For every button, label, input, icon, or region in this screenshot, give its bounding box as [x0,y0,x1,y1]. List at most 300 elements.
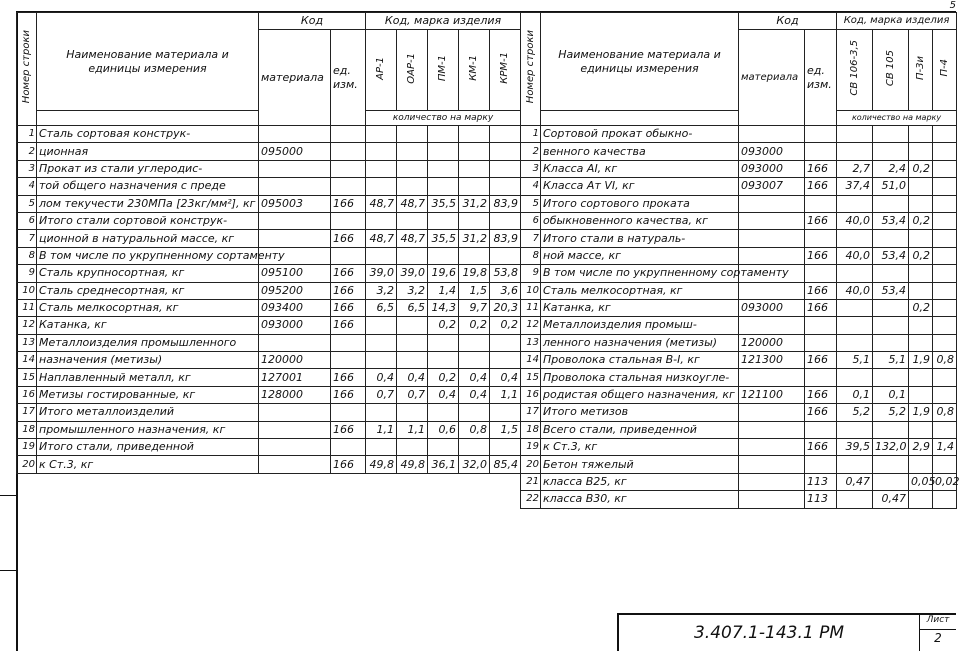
quantity-cell [428,247,459,264]
quantity-cell [909,317,933,334]
material-code: 093000 [739,299,805,316]
quantity-cell: 35,5 [428,195,459,212]
unit-code [331,126,366,143]
quantity-cell: 49,8 [366,456,397,473]
material-name: Итого метизов [541,404,739,421]
quantity-cell: 0,2 [490,317,521,334]
material-code: 093007 [739,178,805,195]
quantity-cell [909,282,933,299]
quantity-cell: 0,7 [366,386,397,403]
unit-header: ед. изм. [331,30,366,126]
quantity-cell [459,126,490,143]
material-header: материала [739,30,805,126]
table-row [17,456,521,473]
material-name: Наплавленный металл, кг [37,369,259,386]
quantity-cell [933,143,957,160]
quantity-cell [933,491,957,508]
quantity-cell: 3,2 [366,282,397,299]
quantity-cell [490,247,521,264]
material-name: Сталь мелкосортная, кг [37,299,259,316]
name-header: Наименование материала и единицы измерения [37,13,259,111]
quantity-cell [909,421,933,438]
quantity-cell: 0,47 [837,473,873,490]
row-number: 12 [17,317,37,334]
unit-code: 166 [331,456,366,473]
table-row [17,386,521,403]
material-name: ной массе, кг [541,247,739,264]
material-code [739,212,805,229]
material-name: Бетон тяжелый [541,456,739,473]
row-number: 20 [17,456,37,473]
material-code: 120000 [739,334,805,351]
material-name: Класса Ат VI, кг [541,178,739,195]
row-number: 11 [521,299,541,316]
quantity-cell: 0,7 [397,386,428,403]
quantity-cell [366,247,397,264]
unit-code [805,456,837,473]
material-name: Итого стали, приведенной [37,439,259,456]
quantity-cell [837,456,873,473]
quantity-cell: 49,8 [397,456,428,473]
quantity-cell: 0,2 [428,317,459,334]
title-block [617,613,956,651]
row-number: 14 [521,352,541,369]
row-number: 17 [17,404,37,421]
row-number: 2 [521,143,541,160]
row-number: 5 [17,195,37,212]
mark-col-header: СВ 105 [873,30,909,111]
unit-code: 166 [805,282,837,299]
quantity-cell [837,143,873,160]
quantity-cell [397,334,428,351]
quantity-cell [837,369,873,386]
quantity-cell: 0,4 [366,369,397,386]
quantity-cell [873,456,909,473]
table-row [17,247,521,264]
row-number: 22 [521,491,541,508]
sheet-box [919,615,956,651]
quantity-cell: 0,2 [459,317,490,334]
quantity-cell [459,439,490,456]
quantity-cell: 0,4 [459,386,490,403]
material-code [259,334,331,351]
mark-col-header: ОАР-1 [397,30,428,111]
unit-code: 166 [805,404,837,421]
table-row [17,160,521,177]
table-row [17,317,521,334]
quantity-cell [428,143,459,160]
material-code [739,282,805,299]
quantity-cell [837,491,873,508]
quantity-cell [873,369,909,386]
table-row [521,456,957,473]
quantity-cell [459,247,490,264]
quantity-cell [837,299,873,316]
quantity-cell [490,404,521,421]
material-name: Катанка, кг [37,317,259,334]
quantity-cell [459,160,490,177]
row-number: 11 [17,299,37,316]
quantity-cell: 5,1 [873,352,909,369]
material-name: Металлоизделия промыш- [541,317,739,334]
quantity-cell: 32,0 [459,456,490,473]
material-name: ленного назначения (метизы) [541,334,739,351]
material-name: Прокат из стали углеродис- [37,160,259,177]
quantity-cell: 39,0 [366,265,397,282]
quantity-cell [397,160,428,177]
quantity-cell: 2,7 [837,160,873,177]
material-code [259,456,331,473]
material-code: 121300 [739,352,805,369]
quantity-cell [366,160,397,177]
quantity-cell: 0,4 [490,369,521,386]
material-code: 095100 [259,265,331,282]
row-number: 6 [17,212,37,229]
table-row [521,334,957,351]
quantity-cell: 51,0 [873,178,909,195]
quantity-cell [909,334,933,351]
code-header: Код [739,13,837,30]
quantity-cell [873,299,909,316]
table-row [521,352,957,369]
quantity-cell: 1,5 [459,282,490,299]
quantity-cell: 40,0 [837,282,873,299]
material-name: класса В30, кг [541,491,739,508]
quantity-cell [428,126,459,143]
quantity-cell: 35,5 [428,230,459,247]
material-header: материала [259,30,331,126]
table-row [521,404,957,421]
quantity-cell: 0,8 [459,421,490,438]
unit-code: 166 [805,178,837,195]
table-row [17,334,521,351]
row-number: 8 [17,247,37,264]
quantity-cell: 0,4 [428,386,459,403]
material-name: лом текучести 230МПа [23кг/мм²], кг [37,195,259,212]
material-code [259,404,331,421]
table-row [17,352,521,369]
unit-code: 166 [805,212,837,229]
quantity-cell: 5,1 [837,352,873,369]
quantity-cell [366,439,397,456]
material-code [259,421,331,438]
quantity-cell [933,247,957,264]
quantity-cell: 0,02 [933,473,957,490]
quantity-cell [909,143,933,160]
quantity-cell [837,126,873,143]
name-header: Наименование материала и единицы измерения [541,13,739,111]
table-row [521,439,957,456]
quantity-cell [397,178,428,195]
unit-code: 166 [331,317,366,334]
table-row [17,282,521,299]
material-code: 127001 [259,369,331,386]
row-number: 7 [17,230,37,247]
row-number: 4 [17,178,37,195]
row-number: 13 [521,334,541,351]
material-name: Класса АI, кг [541,160,739,177]
quantity-cell [459,352,490,369]
quantity-cell [459,334,490,351]
material-code [739,126,805,143]
quantity-cell [428,352,459,369]
quantity-cell [933,299,957,316]
material-name: венного качества [541,143,739,160]
quantity-cell: 0,4 [459,369,490,386]
quantity-cell: 3,2 [397,282,428,299]
quantity-cell: 14,3 [428,299,459,316]
material-name: Металлоизделия промышленного [37,334,259,351]
material-code: 120000 [259,352,331,369]
material-code [739,195,805,212]
table-row [521,473,957,490]
material-code: 095003 [259,195,331,212]
quantity-cell: 85,4 [490,456,521,473]
material-name: Итого металлоизделий [37,404,259,421]
material-name: ционной в натуральной массе, кг [37,230,259,247]
unit-code [805,317,837,334]
unit-code: 166 [331,282,366,299]
material-code [739,369,805,386]
material-name: Катанка, кг [541,299,739,316]
row-number: 16 [17,386,37,403]
left-spec-table [16,12,521,474]
row-number: 15 [521,369,541,386]
quantity-cell: 0,2 [909,160,933,177]
quantity-cell [428,178,459,195]
quantity-cell [873,195,909,212]
material-name: В том числе по укрупненному сортаменту [37,247,259,264]
material-name: Итого стали в натураль- [541,230,739,247]
quantity-cell [873,334,909,351]
quantity-cell: 0,6 [428,421,459,438]
quantity-cell: 6,5 [366,299,397,316]
quantity-cell [933,282,957,299]
quantity-cell: 83,9 [490,230,521,247]
quantity-cell: 40,0 [837,212,873,229]
material-name: родистая общего назначения, кг [541,386,739,403]
quantity-cell: 19,6 [428,265,459,282]
quantity-cell: 20,3 [490,299,521,316]
unit-code [805,230,837,247]
material-code: 128000 [259,386,331,403]
table-row [521,282,957,299]
row-number: 9 [521,265,541,282]
quantity-cell [366,404,397,421]
table-row [17,404,521,421]
quantity-cell: 1,4 [933,439,957,456]
quantity-cell: 83,9 [490,195,521,212]
margin-mark [0,570,16,571]
quantity-cell: 1,5 [490,421,521,438]
quantity-cell [873,265,909,282]
unit-code: 166 [331,265,366,282]
quantity-cell [933,265,957,282]
quantity-cell [459,212,490,229]
row-number: 12 [521,317,541,334]
quantity-cell: 0,8 [933,352,957,369]
quantity-cell: 3,6 [490,282,521,299]
table-row [17,421,521,438]
unit-code: 113 [805,491,837,508]
unit-code: 166 [331,421,366,438]
mark-header: Код, марка изделия [366,13,521,30]
material-code [739,404,805,421]
material-name: к Ст.3, кг [37,456,259,473]
quantity-cell [933,178,957,195]
table-row [17,299,521,316]
quantity-cell: 9,7 [459,299,490,316]
quantity-cell [909,491,933,508]
quantity-cell: 2,4 [873,160,909,177]
quantity-cell [837,421,873,438]
material-code: 095000 [259,143,331,160]
material-name: обыкновенного качества, кг [541,212,739,229]
quantity-cell: 39,5 [837,439,873,456]
unit-code [805,334,837,351]
mark-col-header: П-3и [909,30,933,111]
quantity-cell: 40,0 [837,247,873,264]
quantity-cell [490,178,521,195]
row-number: 18 [17,421,37,438]
sheet-label: Лист [920,615,956,630]
quantity-cell: 0,1 [873,386,909,403]
quantity-cell: 2,9 [909,439,933,456]
material-name: Сталь крупносортная, кг [37,265,259,282]
quantity-cell: 48,7 [397,230,428,247]
row-number: 8 [521,247,541,264]
mark-col-header: КРМ-1 [490,30,521,111]
material-name: Проволока стальная В-I, кг [541,352,739,369]
rownum-header: Номер строки [17,13,37,126]
quantity-cell [397,212,428,229]
quantity-cell [490,334,521,351]
row-number: 10 [17,282,37,299]
quantity-cell: 0,2 [428,369,459,386]
unit-code: 166 [331,386,366,403]
quantity-cell: 53,4 [873,212,909,229]
quantity-cell [428,212,459,229]
quantity-cell [837,265,873,282]
row-number: 2 [17,143,37,160]
material-code [259,160,331,177]
unit-code [805,126,837,143]
quantity-cell [366,212,397,229]
quantity-cell: 1,9 [909,404,933,421]
material-code: 095200 [259,282,331,299]
material-code [259,230,331,247]
quantity-cell [873,126,909,143]
quantity-cell [909,230,933,247]
table-row [17,143,521,160]
quantity-cell: 53,8 [490,265,521,282]
quantity-cell: 31,2 [459,230,490,247]
unit-code [331,439,366,456]
quantity-cell [909,386,933,403]
material-code: 093000 [739,160,805,177]
quantity-cell: 0,2 [909,212,933,229]
table-row [521,386,957,403]
row-number: 15 [17,369,37,386]
quantity-cell [933,212,957,229]
quantity-cell [428,160,459,177]
quantity-cell [490,143,521,160]
quantity-cell [873,143,909,160]
material-code [259,212,331,229]
quantity-cell [933,160,957,177]
right-spec-table [520,12,960,509]
unit-code [331,247,366,264]
table-row [521,143,957,160]
quantity-cell [490,439,521,456]
mark-col-header: СВ 106-3,5 [837,30,873,111]
unit-code: 166 [805,247,837,264]
quantity-cell: 48,7 [366,230,397,247]
quantity-cell: 36,1 [428,456,459,473]
quantity-cell [873,317,909,334]
row-number: 19 [17,439,37,456]
unit-code: 166 [331,230,366,247]
quantity-cell [933,334,957,351]
quantity-cell: 0,2 [909,299,933,316]
quantity-cell [873,421,909,438]
table-row [17,369,521,386]
quantity-cell [909,126,933,143]
quantity-cell [909,456,933,473]
material-name: Сортовой прокат обыкно- [541,126,739,143]
quantity-cell: 1,1 [397,421,428,438]
table-row [521,299,957,316]
row-number: 17 [521,404,541,421]
page-number: 5 [949,0,956,11]
quantity-cell [909,265,933,282]
quantity-cell [397,317,428,334]
quantity-cell [459,178,490,195]
table-row [521,212,957,229]
material-code: 093400 [259,299,331,316]
quantity-cell [428,439,459,456]
row-number: 1 [17,126,37,143]
unit-code [805,265,837,282]
code-header: Код [259,13,366,30]
quantity-cell [397,247,428,264]
mark-col-header: КМ-1 [459,30,490,111]
unit-code: 166 [805,299,837,316]
row-number: 6 [521,212,541,229]
table-row [521,126,957,143]
quantity-cell [428,334,459,351]
quantity-cell [397,352,428,369]
quantity-cell [933,195,957,212]
unit-code: 166 [805,386,837,403]
row-number: 14 [17,352,37,369]
table-row [521,160,957,177]
quantity-cell: 48,7 [366,195,397,212]
qty-header: количество на марку [366,111,521,126]
row-number: 7 [521,230,541,247]
material-name: Итого стали сортовой конструк- [37,212,259,229]
table-row [521,317,957,334]
quantity-cell [873,473,909,490]
quantity-cell [366,334,397,351]
quantity-cell [397,439,428,456]
material-code [259,178,331,195]
material-code [739,491,805,508]
margin-mark [0,495,16,496]
quantity-cell: 48,7 [397,195,428,212]
material-name: Итого сортового проката [541,195,739,212]
quantity-cell [459,143,490,160]
